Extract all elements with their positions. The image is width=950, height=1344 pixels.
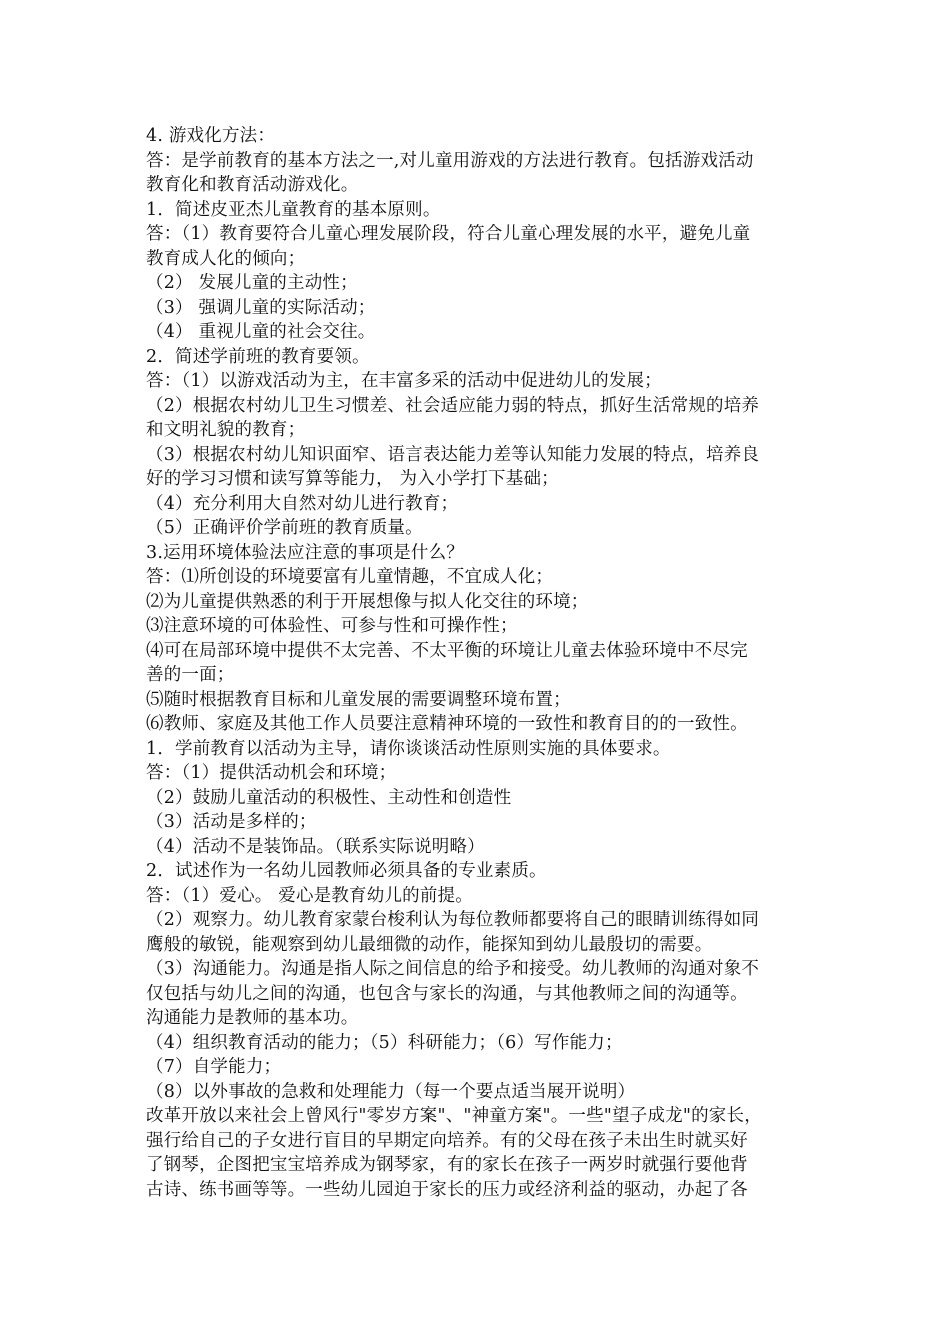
text-line: 2．简述学前班的教育要领。 [146,346,370,367]
text-line: （3）沟通能力。沟通是指人际之间信息的给予和接受。幼儿教师的沟通对象不 [146,959,760,979]
text-line: 4. 游戏化方法： [146,126,276,146]
text-line: 善的一面； [146,665,235,685]
text-line: 教育成人化的倾向； [146,248,306,269]
text-line: （8）以外事故的急救和处理能力（每一个要点适当展开说明） [146,1081,636,1102]
text-line: （4）活动不是装饰品。（联系实际说明略） [146,836,485,857]
text-line: 好的学习习惯和读写算等能力， 为入小学打下基础； [146,469,559,489]
text-line: 答：⑴所创设的环境要富有儿童情趣，不宜成人化； [146,567,554,587]
text-line: 1．简述皮亚杰儿童教育的基本原则。 [146,199,441,220]
text-line: ⑷可在局部环境中提供不太完善、不太平衡的环境让儿童去体验环境中不尽完 [146,640,748,661]
text-line: 答：（1）提供活动机会和环境； [146,763,397,783]
document-body [146,124,816,1202]
text-line: （2）鼓励儿童活动的积极性、主动性和创造性 [146,787,512,808]
text-line: 答：是学前教育的基本方法之一,对儿童用游戏的方法进行教育。包括游戏活动 [146,150,754,171]
text-line: 1．学前教育以活动为主导，请你谈谈活动性原则实施的具体要求。 [146,738,671,759]
text-line: （2）观察力。幼儿教育家蒙台梭利认为每位教师都要将自己的眼睛训练得如同 [146,910,760,930]
text-line: 强行给自己的子女进行盲目的早期定向培养。有的父母在孩子未出生时就买好 [146,1130,748,1151]
text-line: （5）正确评价学前班的教育质量。 [146,518,423,538]
text-line: ⑹教师、家庭及其他工作人员要注意精神环境的一致性和教育目的的一致性。 [146,714,748,734]
text-line: ⑶注意环境的可体验性、可参与性和可操作性； [146,616,518,636]
text-line: （2）根据农村幼儿卫生习惯差、社会适应能力弱的特点，抓好生活常规的培养 [146,395,760,416]
text-line: （4）组织教育活动的能力；（5）科研能力；（6）写作能力； [146,1032,623,1053]
text-line: （7）自学能力； [146,1057,282,1077]
text-line: 沟通能力是教师的基本功。 [146,1008,359,1028]
text-line: 2．试述作为一名幼儿园教师必须具备的专业素质。 [146,861,547,881]
text-line: （3）根据农村幼儿知识面窄、语言表达能力差等认知能力发展的特点，培养良 [146,444,760,465]
text-line: 答：（1）爱心。 爱心是教育幼儿的前提。 [146,885,473,906]
text-line: ⑵为儿童提供熟悉的利于开展想像与拟人化交往的环境； [146,591,589,612]
text-line: 了钢琴，企图把宝宝培养成为钢琴家，有的家长在孩子一两岁时就强行要他背 [146,1155,748,1175]
text-line: （2） 发展儿童的主动性； [146,273,358,293]
text-line: 3.运用环境体验法应注意的事项是什么？ [146,542,464,563]
text-line: 古诗、练书画等等。一些幼儿园迫于家长的压力或经济利益的驱动，办起了各 [146,1179,748,1200]
text-line: 答：（1）以游戏活动为主，在丰富多采的活动中促进幼儿的发展； [146,371,662,391]
text-line: 和文明礼貌的教育； [146,420,306,440]
text-line: 改革开放以来社会上曾风行"零岁方案"、"神童方案"。一些"望子成龙"的家长， [146,1106,762,1126]
text-line: （3） 强调儿童的实际活动； [146,297,376,318]
text-line: ⑸随时根据教育目标和儿童发展的需要调整环境布置； [146,689,571,710]
text-line: 教育化和教育活动游戏化。 [146,175,359,195]
text-line: （4）充分利用大自然对幼儿进行教育； [146,493,459,514]
text-line: 仅包括与幼儿之间的沟通，也包含与家长的沟通，与其他教师之间的沟通等。 [146,983,748,1004]
text-line: （4） 重视儿童的社会交往。 [146,322,376,342]
text-line: 鹰般的敏锐，能观察到幼儿最细微的动作，能探知到幼儿最殷切的需要。 [146,934,713,955]
text-line: （3）活动是多样的； [146,812,317,832]
text-line: 答：（1）教育要符合儿童心理发展阶段，符合儿童心理发展的水平，避免儿童 [146,224,751,244]
